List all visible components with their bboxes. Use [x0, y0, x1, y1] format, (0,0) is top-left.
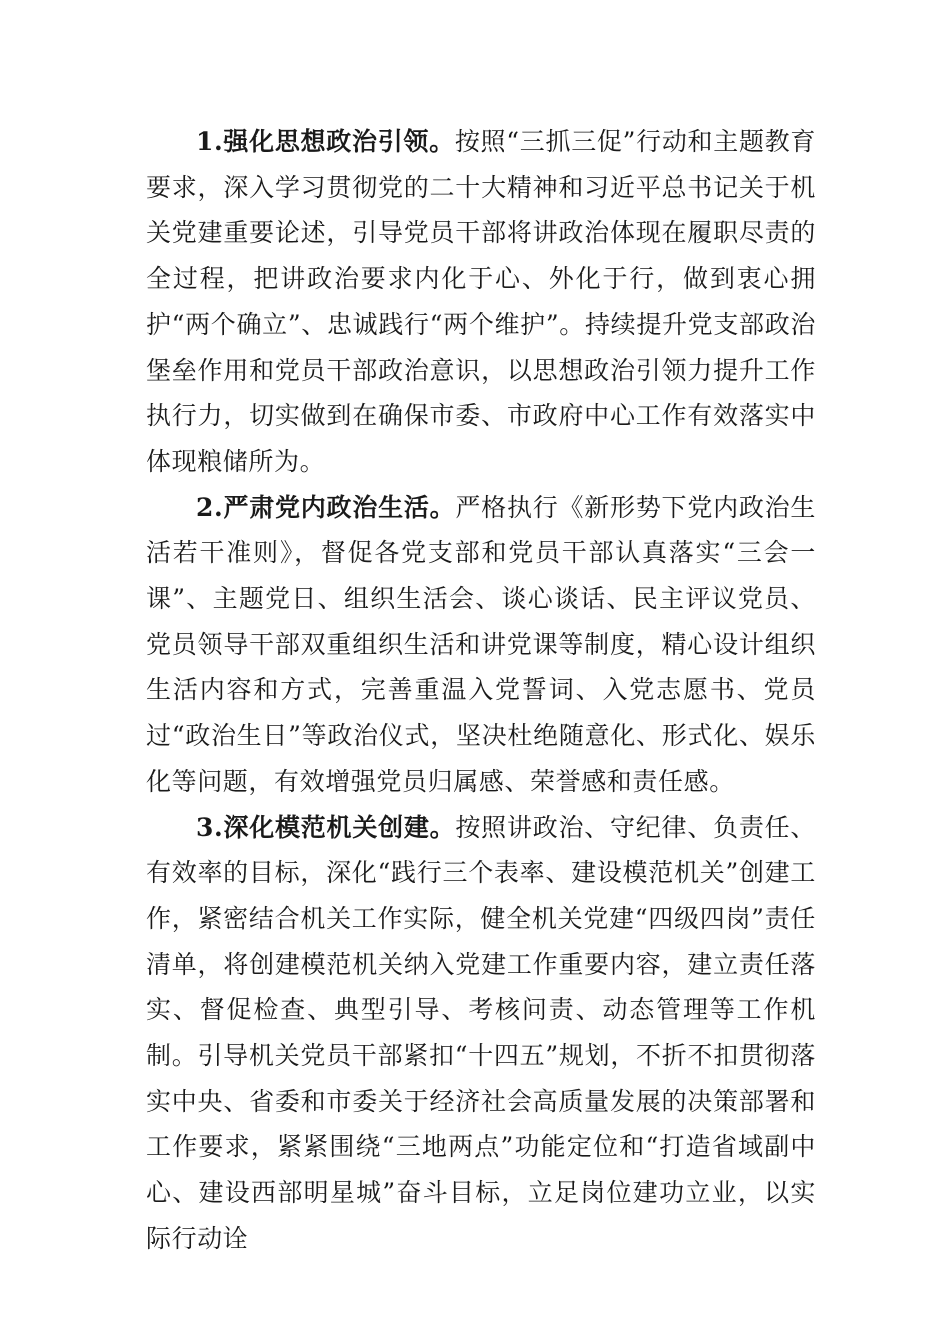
paragraph-1-heading: 1.强化思想政治引领。 [196, 127, 455, 156]
paragraph-2-text: 严格执行《新形势下党内政治生活若干准则》，督促各党支部和党员干部认真落实“三会一课”、主题党日、组织生活会、谈心谈话、民主评议党员、党员领导干部双重组织生活和讲党课等制度，精心设计组织生活内容和方式，完善重温入党誓词、入党志愿书、党员过“政治生日”等政治仪式，坚决杜绝随意化、形式化、娱乐化等问题，有效增强党员归属感、荣誉感和责任感。 [146, 492, 817, 796]
paragraph-3 [146, 805, 816, 1262]
paragraph-3-text: 按照讲政治、守纪律、负责任、有效率的目标，深化“践行三个表率、建设模范机关”创建工作，紧密结合机关工作实际，健全机关党建“四级四岗”责任清单，将创建模范机关纳入党建工作重要内容，建立责任落实、督促检查、典型引导、考核问责、动态管理等工作机制。引导机关党员干部紧扣“十四五”规划，不折不扣贯彻落实中央、省委和市委关于经济社会高质量发展的决策部署和工作要求，紧紧围绕“三地两点”功能定位和“打造省域副中心、建设西部明星城”奋斗目标，立足岗位建功立业，以实际行动诠 [146, 812, 817, 1253]
paragraph-2-heading: 2.严肃党内政治生活。 [196, 492, 456, 522]
document-body [146, 119, 816, 1262]
paragraph-2 [146, 485, 816, 805]
paragraph-1 [146, 119, 816, 485]
paragraph-3-heading: 3.深化模范机关创建。 [196, 812, 456, 842]
paragraph-1-text: 按照“三抓三促”行动和主题教育要求，深入学习贯彻党的二十大精神和习近平总书记关于机关党建重要论述，引导党员干部将讲政治体现在履职尽责的全过程，把讲政治要求内化于心、外化于行，做到衷心拥护“两个确立”、忠诚践行“两个维护”。持续提升党支部政治堡垒作用和党员干部政治意识，以思想政治引领力提升工作执行力，切实做到在确保市委、市政府中心工作有效落实中体现粮储所为。 [146, 127, 816, 476]
